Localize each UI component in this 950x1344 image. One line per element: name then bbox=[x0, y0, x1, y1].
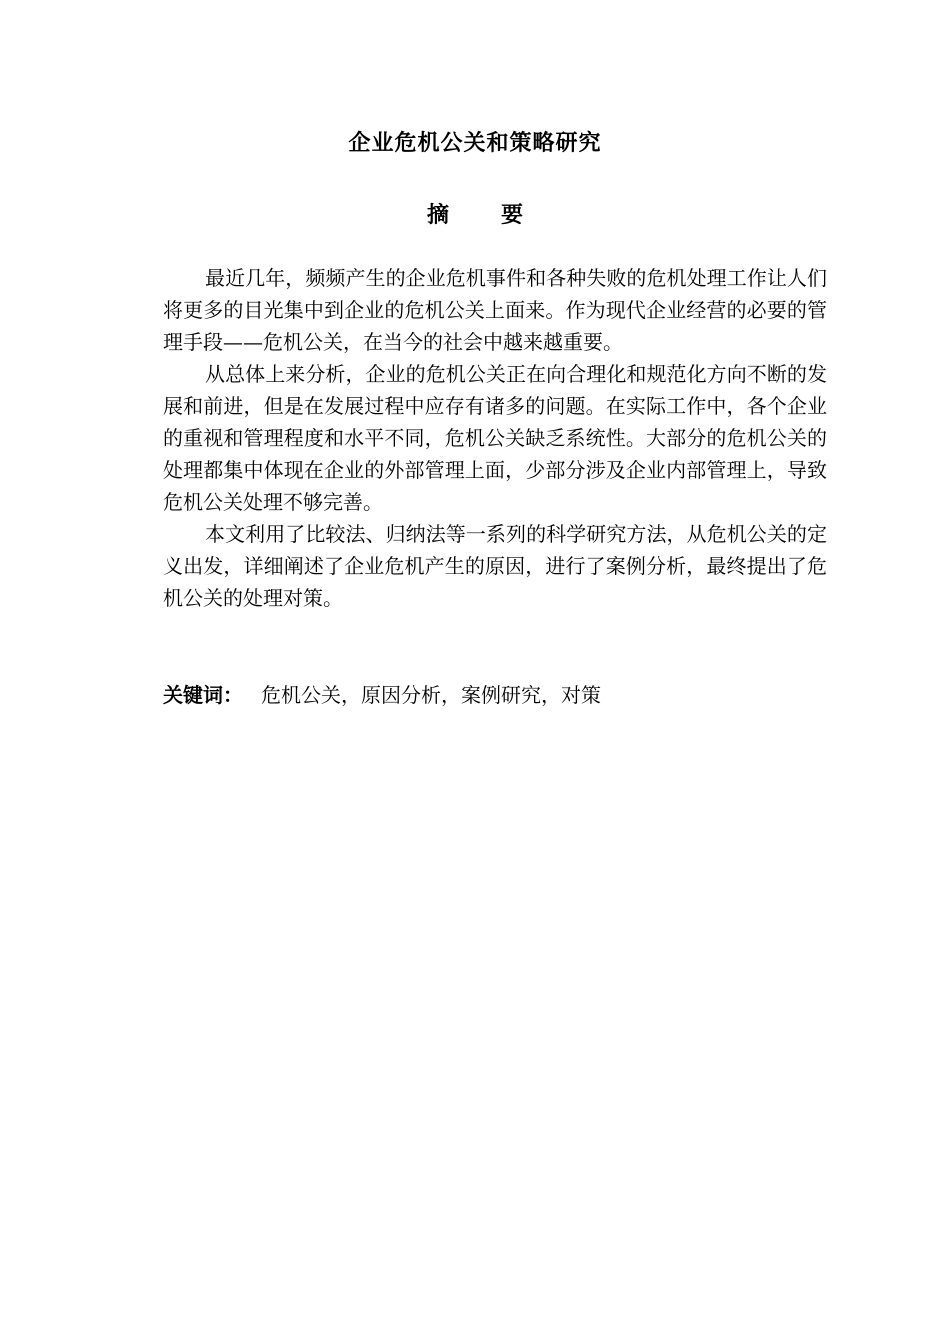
abstract-heading bbox=[0, 198, 950, 234]
abstract-heading-char-1: 摘 bbox=[426, 203, 449, 228]
document-title: 企业危机公关和策略研究 bbox=[348, 131, 602, 156]
abstract-heading-char-2: 要 bbox=[501, 203, 524, 228]
keywords-label: 关键词： bbox=[163, 683, 243, 707]
abstract-paragraph-2: 从总体上来分析，企业的危机公关正在向合理化和规范化方向不断的发展和前进，但是在发展过程中应存有诸多的问题。在实际工作中，各个企业的重视和管理程度和水平不同，危机公关缺乏系统性。大部分的危机公关的处理都集中体现在企业的外部管理上面，少部分涉及企业内部管理上，导致危机公关处理不够完善。 bbox=[163, 362, 827, 514]
abstract-body bbox=[163, 262, 827, 614]
abstract-paragraph-1: 最近几年，频频产生的企业危机事件和各种失败的危机处理工作让人们将更多的目光集中到企业的危机公关上面来。作为现代企业经营的必要的管理手段——危机公关，在当今的社会中越来越重要。 bbox=[163, 266, 827, 354]
keywords-line bbox=[163, 679, 827, 711]
keywords-value: 危机公关，原因分析，案例研究，对策 bbox=[261, 683, 601, 707]
abstract-paragraph-3: 本文利用了比较法、归纳法等一系列的科学研究方法，从危机公关的定义出发，详细阐述了企业危机产生的原因，进行了案例分析，最终提出了危机公关的处理对策。 bbox=[163, 522, 827, 610]
